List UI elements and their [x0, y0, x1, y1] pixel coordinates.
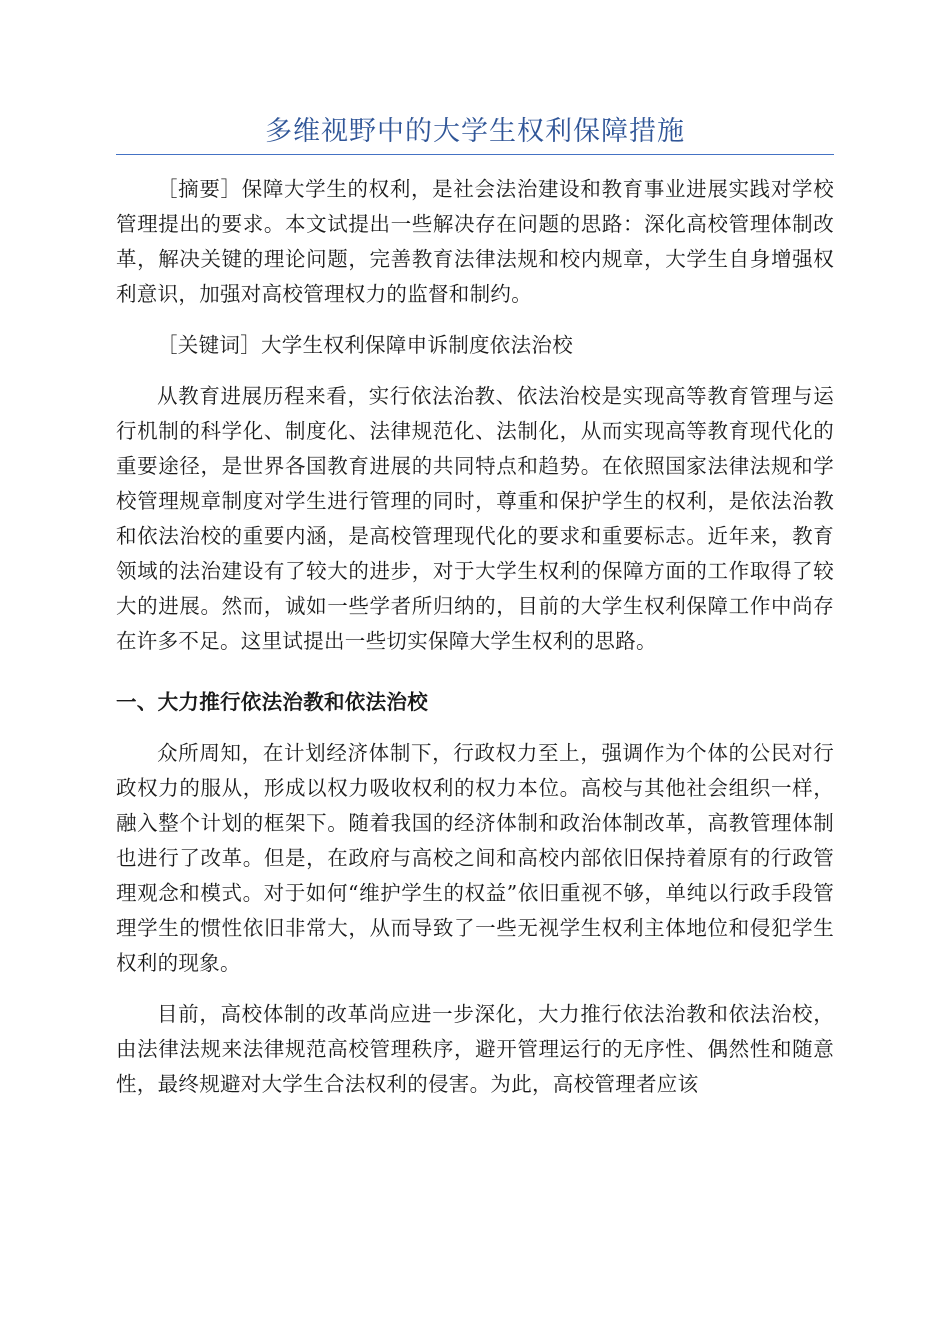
title-underline: [116, 154, 834, 155]
section-paragraph: 目前，高校体制的改革尚应进一步深化，大力推行依法治教和依法治校，由法律法规来法律规范高校管理秩序，避开管理运行的无序性、偶然性和随意性，最终规避对大学生合法权利的侵害。为此，高校管理者应该: [116, 1002, 834, 1096]
keywords-paragraph: ［关键词］大学生权利保障申诉制度依法治校: [157, 333, 573, 357]
section-paragraph: 众所周知，在计划经济体制下，行政权力至上，强调作为个体的公民对行政权力的服从，形成以权力吸收权利的权力本位。高校与其他社会组织一样，融入整个计划的框架下。随着我国的经济体制和政治体制改革，高教管理体制也进行了改革。但是，在政府与高校之间和高校内部依旧保持着原有的行政管理观念和模式。对于如何“维护学生的权益”依旧重视不够，单纯以行政手段管理学生的惯性依旧非常大，从而导致了一些无视学生权利主体地位和侵犯学生权利的现象。: [116, 741, 834, 975]
page-title: 多维视野中的大学生权利保障措施: [265, 116, 685, 147]
intro-paragraph: 从教育进展历程来看，实行依法治教、依法治校是实现高等教育管理与运行机制的科学化、制度化、法律规范化、法制化，从而实现高等教育现代化的重要途径，是世界各国教育进展的共同特点和趋势。在依照国家法律法规和学校管理规章制度对学生进行管理的同时，尊重和保护学生的权利，是依法治教和依法治校的重要内涵，是高校管理现代化的要求和重要标志。近年来，教育领域的法治建设有了较大的进步，对于大学生权利的保障方面的工作取得了较大的进展。然而，诚如一些学者所归纳的，目前的大学生权利保障工作中尚存在许多不足。这里试提出一些切实保障大学生权利的思路。: [116, 384, 834, 653]
section-heading: 一、大力推行依法治教和依法治校: [116, 690, 428, 714]
abstract-paragraph: ［摘要］保障大学生的权利，是社会法治建设和教育事业进展实践对学校管理提出的要求。本文试提出一些解决存在问题的思路：深化高校管理体制改革，解决关键的理论问题，完善教育法律法规和校内规章，大学生自身增强权利意识，加强对高校管理权力的监督和制约。: [116, 177, 834, 306]
document-body: [116, 172, 834, 1102]
